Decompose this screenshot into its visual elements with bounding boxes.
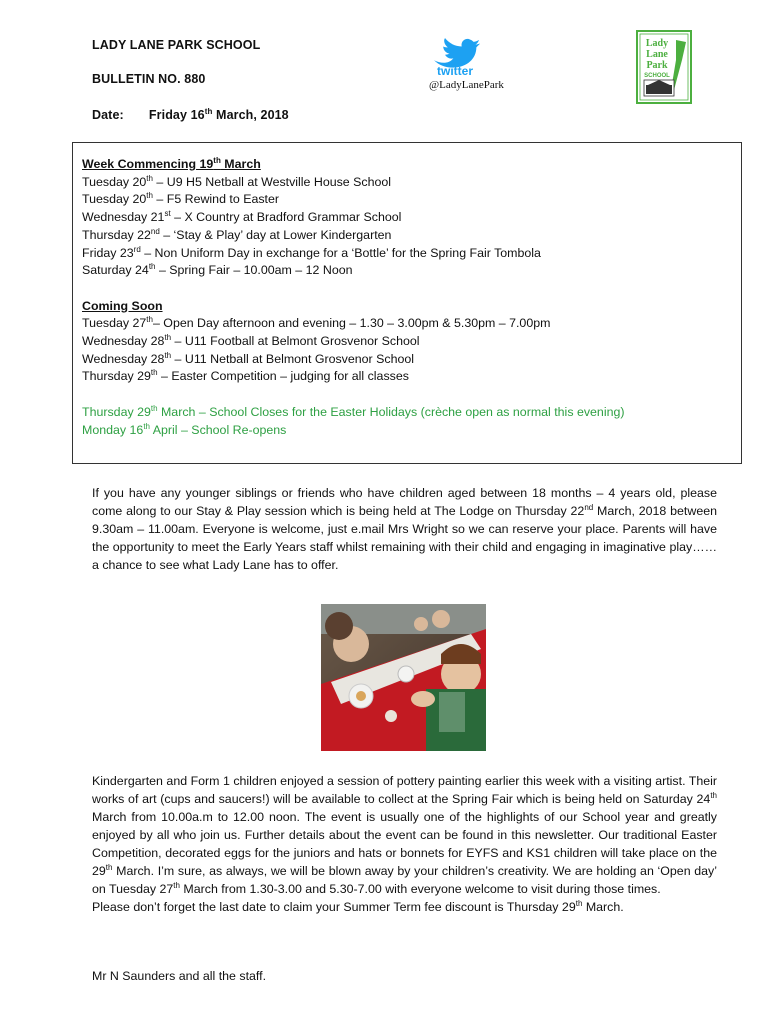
signoff: Mr N Saunders and all the staff. [92, 969, 267, 983]
list-item: Friday 23rd – Non Uniform Day in exchange for a ‘Bottle’ for the Spring Fair Tombola [82, 244, 541, 260]
school-logo [636, 30, 692, 104]
list-item: Thursday 29th – Easter Competition – judging for all classes [82, 368, 409, 384]
week-commencing-heading: Week Commencing 19th March [82, 155, 261, 171]
twitter-handle[interactable]: @LadyLanePark [429, 79, 504, 91]
list-item: Thursday 22nd – ‘Stay & Play’ day at Lower Kindergarten [82, 226, 392, 242]
logo-text-school: SCHOOL [644, 73, 670, 79]
fee-discount-reminder: Please don’t forget the last date to claim your Summer Term fee discount is Thursday 29th March. [92, 898, 624, 914]
list-item: Wednesday 28th – U11 Football at Belmont Grosvenor School [82, 332, 420, 349]
pottery-paragraph: Kindergarten and Form 1 children enjoyed a session of pottery painting earlier this week with a visiting artist. Their works of art (cups and saucers!) will be available to collect at the Spring Fair which is being held on Saturday 24th March from 10.00a.m to 12.00 noon. The event is usually one of the highlights of our School year and greatly enjoyed by all who join us. Further details about the event can be found in this newsletter. Our traditional Easter Competition, decorated eggs for the juniors and hats or bonnets for EYFS and KS1 children will take place on the 29th March. I’m sure, as always, we will be blown away by your children’s creativity. We are holding an ‘Open day’ on Tuesday 27th March from 1.30-3.00 and 5.30-7.00 with everyone welcome to visit during those times. Please don’t forget the last date to claim your Summer Term fee discount is Thursday 29th March. [92, 774, 717, 914]
events-box [72, 142, 742, 464]
date-label: Date: [92, 108, 124, 122]
bulletin-date: Date: Friday 16th March, 2018 [92, 106, 289, 122]
list-item: Wednesday 21st – X Country at Bradford Grammar School [82, 208, 402, 225]
list-item: Tuesday 20th – F5 Rewind to Easter [82, 191, 279, 207]
school-name: LADY LANE PARK SCHOOL [92, 38, 261, 52]
coming-soon-heading: Coming Soon [82, 298, 163, 313]
pottery-painting-photo [321, 604, 486, 751]
bulletin-number: BULLETIN NO. 880 [92, 72, 206, 86]
stay-and-play-paragraph: If you have any younger siblings or friends who have children aged between 18 months – 4 years old, please come along to our Stay & Play session which is being held at The Lodge on Thursday 22nd March, 2018 between 9.30am – 11.00am. Everyone is welcome, just e.mail Mrs Wright so we can reserve your place. Parents will have the opportunity to meet the Early Years staff whilst remaining with their child and engaging in imaginative play……a chance to see what Lady Lane has to offer. [92, 486, 717, 572]
list-item: Wednesday 28th – U11 Netball at Belmont Grosvenor School [82, 350, 414, 366]
list-item: Saturday 24th – Spring Fair – 10.00am – 12 Noon [82, 262, 353, 278]
logo-text-lane: Lane [646, 49, 668, 60]
twitter-icon[interactable] [423, 34, 487, 78]
reopen-notice: Monday 16th April – School Re-opens [82, 421, 287, 437]
logo-text-lady: Lady [645, 38, 669, 49]
twitter-wordmark: twitter [437, 64, 473, 78]
closure-notice: Thursday 29th March – School Closes for the Easter Holidays (crèche open as normal this evening) [82, 403, 625, 419]
list-item: Tuesday 20th – U9 H5 Netball at Westville House School [82, 173, 392, 189]
logo-text-park: Park [646, 60, 668, 71]
week-event-list [82, 174, 741, 280]
list-item: Tuesday 27th– Open Day afternoon and evening – 1.30 – 3.00pm & 5.30pm – 7.00pm [82, 315, 551, 331]
coming-soon-list [82, 315, 741, 386]
